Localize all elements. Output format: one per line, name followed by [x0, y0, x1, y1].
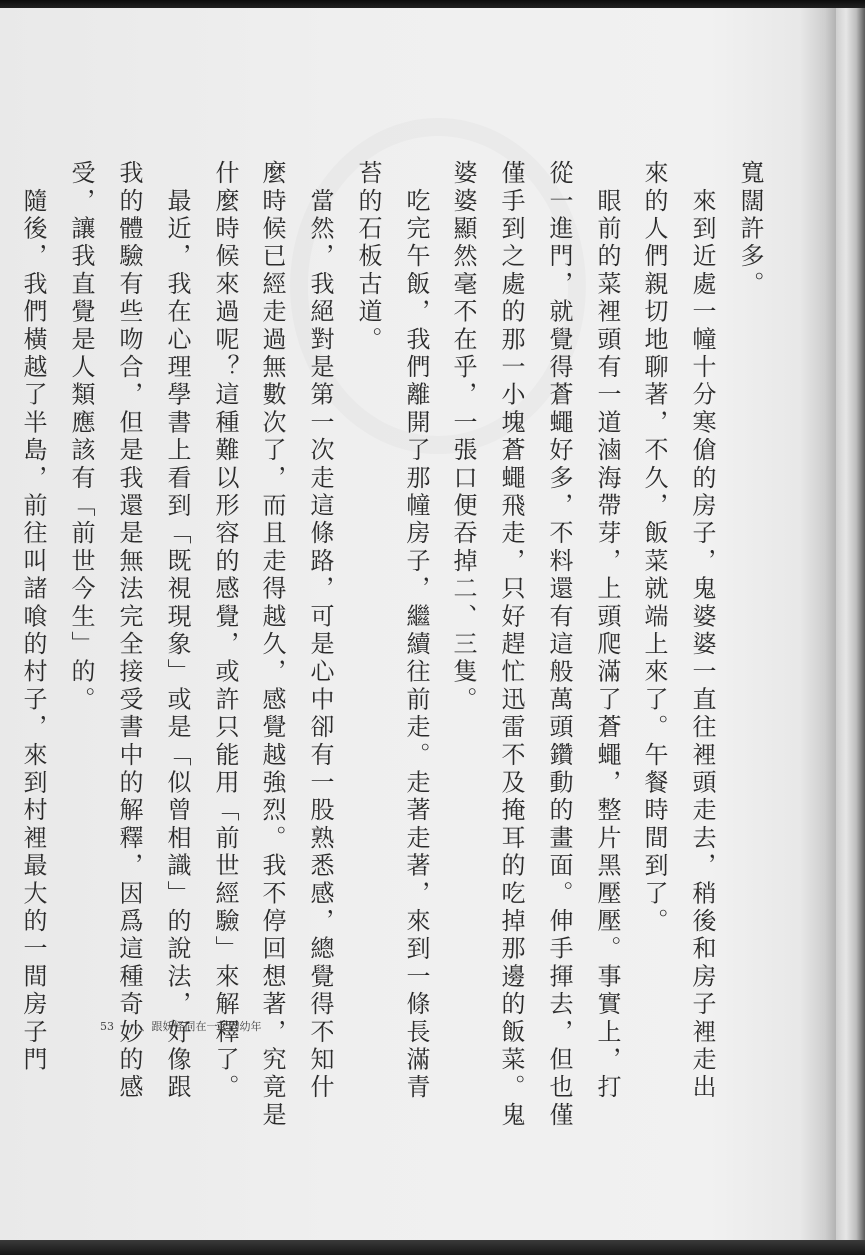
text-column: 什麼時候來過呢？這種難以形容的感覺，或許只能用「前世經驗」來解釋了。 [211, 160, 239, 1102]
scan-bottom-edge [0, 1240, 865, 1255]
book-spine-edge [836, 8, 865, 1246]
page-footer [100, 1018, 262, 1034]
page-gutter-shadow [800, 8, 836, 1246]
text-column: 當然，我絕對是第一次走這條路，可是心中卻有一股熟悉感，總覺得不知什 [306, 160, 334, 1102]
text-column: 受，讓我直覺是人類應該有「前世今生」的。 [67, 160, 95, 714]
text-column: 我的體驗有些吻合，但是我還是無法完全接受書中的解釋，因爲這種奇妙的感 [115, 160, 143, 1102]
text-column: 最近，我在心理學書上看到「既視現象」或是「似曾相識」的說法，好像跟 [163, 160, 191, 1102]
text-column: 來到近處一幢十分寒傖的房子，鬼婆婆一直往裡頭走去，稍後和房子裡走出 [688, 160, 716, 1102]
chapter-title: 一、跟妖怪同在一起的幼年 [129, 1020, 262, 1033]
text-column: 婆婆顯然毫不在乎，一張口便吞掉二、三隻。 [449, 160, 477, 714]
text-column: 來的人們親切地聊著，不久，飯菜就端上來了。午餐時間到了。 [640, 160, 668, 936]
text-column: 隨後，我們橫越了半島，前往叫諸喰的村子，來到村裡最大的一間房子門 [19, 160, 47, 1075]
text-column: 僅手到之處的那一小塊蒼蠅飛走，只好趕忙迅雷不及掩耳的吃掉那邊的飯菜。鬼 [497, 160, 525, 1130]
text-column: 吃完午飯，我們離開了那幢房子，繼續往前走。走著走著，來到一條長滿青 [402, 160, 430, 1102]
text-column: 苔的石板古道。 [354, 160, 382, 354]
text-column: 麼時候已經走過無數次了，而且走得越久，感覺越強烈。我不停回想著，究竟是 [258, 160, 286, 1130]
text-column: 寬闊許多。 [736, 160, 764, 299]
text-column: 眼前的菜裡頭有一道滷海帶芽，上頭爬滿了蒼蠅，整片黑壓壓。事實上，打 [593, 160, 621, 1102]
page-number: 53 [100, 1020, 114, 1033]
text-column: 從一進門，就覺得蒼蠅好多，不料還有這般萬頭鑽動的畫面。伸手揮去，但也僅 [545, 160, 573, 1130]
